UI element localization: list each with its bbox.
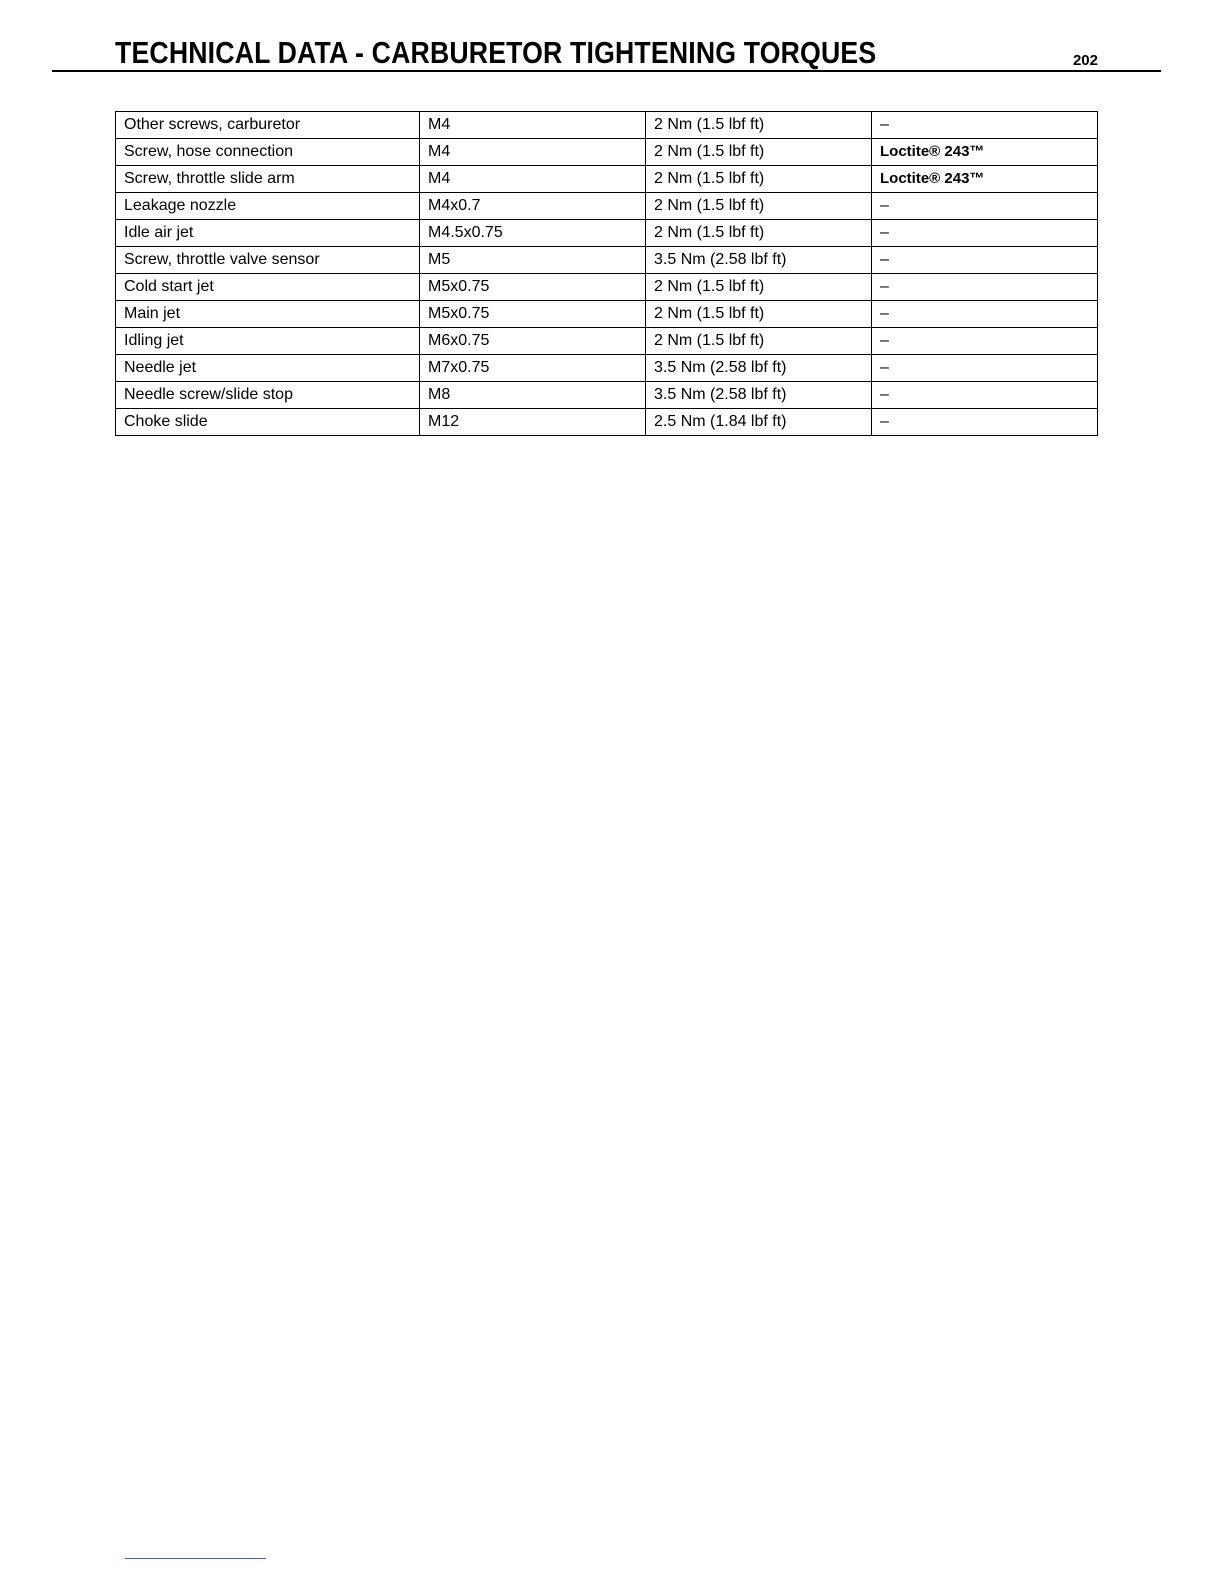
part-cell: Idle air jet <box>116 220 420 247</box>
table-row <box>116 328 1098 355</box>
part-cell: Main jet <box>116 301 420 328</box>
part-cell: Other screws, carburetor <box>116 112 420 139</box>
torque-cell: 3.5 Nm (2.58 lbf ft) <box>646 247 872 274</box>
part-cell: Screw, hose connection <box>116 139 420 166</box>
thread-cell: M5x0.75 <box>420 301 646 328</box>
note-cell: – <box>872 274 1098 301</box>
note-cell: – <box>872 301 1098 328</box>
torque-cell: 3.5 Nm (2.58 lbf ft) <box>646 382 872 409</box>
part-cell: Leakage nozzle <box>116 193 420 220</box>
note-cell: – <box>872 355 1098 382</box>
note-cell: – <box>872 409 1098 436</box>
note-cell: Loctite® 243™ <box>872 166 1098 193</box>
part-cell: Choke slide <box>116 409 420 436</box>
table-row <box>116 193 1098 220</box>
torque-cell: 2 Nm (1.5 lbf ft) <box>646 328 872 355</box>
footer-link-underline[interactable] <box>125 1558 266 1559</box>
thread-cell: M7x0.75 <box>420 355 646 382</box>
part-cell: Idling jet <box>116 328 420 355</box>
note-cell: – <box>872 328 1098 355</box>
thread-cell: M8 <box>420 382 646 409</box>
thread-cell: M4 <box>420 166 646 193</box>
torque-cell: 3.5 Nm (2.58 lbf ft) <box>646 355 872 382</box>
torque-cell: 2 Nm (1.5 lbf ft) <box>646 274 872 301</box>
torque-cell: 2 Nm (1.5 lbf ft) <box>646 301 872 328</box>
thread-cell: M5x0.75 <box>420 274 646 301</box>
note-cell: – <box>872 220 1098 247</box>
table-row <box>116 139 1098 166</box>
table-row <box>116 247 1098 274</box>
page-number: 202 <box>1072 52 1098 69</box>
table-row <box>116 409 1098 436</box>
torque-cell: 2 Nm (1.5 lbf ft) <box>646 166 872 193</box>
note-cell: Loctite® 243™ <box>872 139 1098 166</box>
page-title: TECHNICAL DATA - CARBURETOR TIGHTENING TORQUES <box>115 35 877 70</box>
part-cell: Needle screw/slide stop <box>116 382 420 409</box>
part-cell: Screw, throttle slide arm <box>116 166 420 193</box>
torque-cell: 2 Nm (1.5 lbf ft) <box>646 193 872 220</box>
table-row <box>116 112 1098 139</box>
thread-cell: M6x0.75 <box>420 328 646 355</box>
table-row <box>116 166 1098 193</box>
page-header <box>52 34 1161 72</box>
part-cell: Needle jet <box>116 355 420 382</box>
thread-cell: M12 <box>420 409 646 436</box>
part-cell: Cold start jet <box>116 274 420 301</box>
table-row <box>116 274 1098 301</box>
table-row <box>116 382 1098 409</box>
table-row <box>116 220 1098 247</box>
note-cell: – <box>872 193 1098 220</box>
part-cell: Screw, throttle valve sensor <box>116 247 420 274</box>
thread-cell: M4.5x0.75 <box>420 220 646 247</box>
torque-cell: 2 Nm (1.5 lbf ft) <box>646 139 872 166</box>
table-row <box>116 355 1098 382</box>
table-row <box>116 301 1098 328</box>
thread-cell: M4 <box>420 112 646 139</box>
note-cell: – <box>872 112 1098 139</box>
torque-cell: 2 Nm (1.5 lbf ft) <box>646 220 872 247</box>
torque-cell: 2 Nm (1.5 lbf ft) <box>646 112 872 139</box>
thread-cell: M5 <box>420 247 646 274</box>
torque-cell: 2.5 Nm (1.84 lbf ft) <box>646 409 872 436</box>
thread-cell: M4 <box>420 139 646 166</box>
note-cell: – <box>872 247 1098 274</box>
thread-cell: M4x0.7 <box>420 193 646 220</box>
note-cell: – <box>872 382 1098 409</box>
tightening-torques-table <box>115 111 1098 436</box>
